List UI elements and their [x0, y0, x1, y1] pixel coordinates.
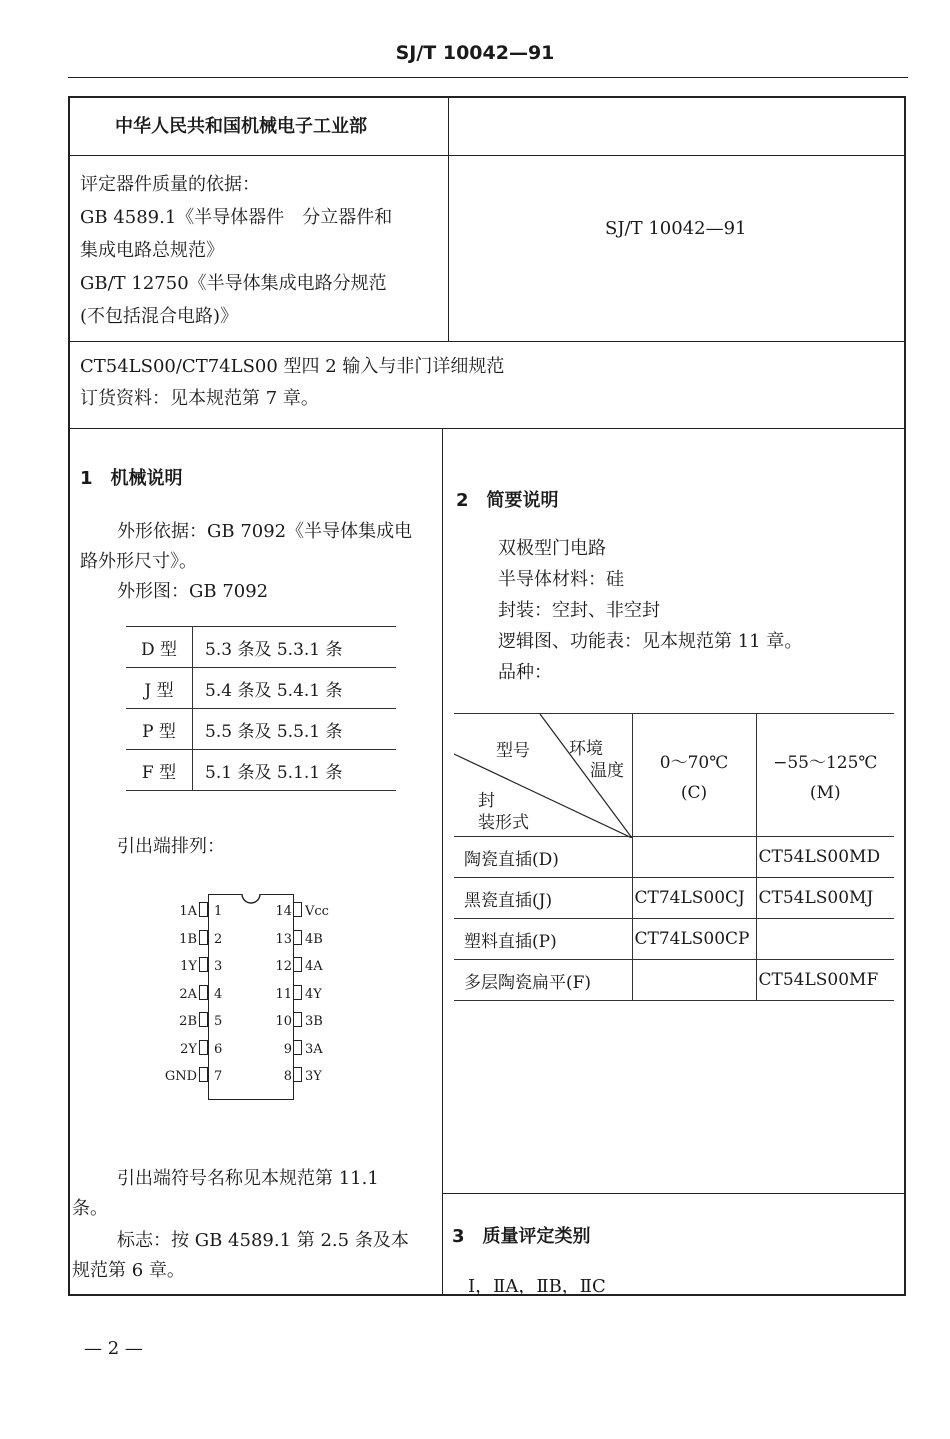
table-row: [126, 668, 396, 709]
pin-lead: [293, 957, 302, 972]
c-cell: CT74LS00CP: [632, 919, 756, 960]
section3-divider: [442, 1193, 906, 1194]
basis-line: 集成电路总规范》: [80, 240, 224, 261]
standard-number-header: SJ/T 10042—91: [395, 42, 555, 64]
col-c-range: 0～70℃: [659, 753, 729, 773]
description-line: 逻辑图、功能表：见本规范第 11 章。: [498, 631, 803, 652]
col-m-code: (M): [809, 783, 841, 803]
marking-line2: 规范第 6 章。: [72, 1260, 185, 1281]
col-m-range: −55～125℃: [773, 753, 878, 773]
pin-lead: [293, 985, 302, 1000]
section2-heading: 2 简要说明: [456, 490, 559, 511]
pin-name-left: 2A: [179, 986, 197, 1002]
variant-table: [454, 713, 894, 1001]
pin-number-left: 1: [214, 904, 223, 919]
basis-line: GB/T 12750《半导体集成电路分规范: [80, 273, 387, 294]
pin-number-right: 10: [275, 1014, 292, 1029]
corner-pkg-label2: 装形式: [478, 813, 529, 833]
corner-cell: [454, 714, 632, 837]
marking-line1: 标志：按 GB 4589.1 第 2.5 条及本: [117, 1230, 409, 1251]
section3-heading: 3 质量评定类别: [452, 1226, 591, 1247]
pin-number-left: 3: [214, 959, 223, 974]
pin-name-right: 4B: [305, 931, 323, 947]
pin-lead: [293, 930, 302, 945]
pin-number-left: 4: [214, 986, 223, 1002]
pin-number-right: 12: [275, 959, 292, 974]
col-c-code: (C): [680, 783, 708, 803]
pin-lead: [293, 902, 302, 917]
package-type: F 型: [126, 750, 193, 791]
pin-lead: [199, 1012, 208, 1027]
c-cell: [632, 960, 756, 1001]
table-row: [126, 627, 396, 668]
pinout-diagram: [140, 890, 360, 1110]
table-row: [126, 750, 396, 791]
pin-names-line2: 条。: [72, 1198, 108, 1219]
row-divider-2: [68, 341, 906, 342]
pin-number-left: 2: [214, 931, 223, 947]
description-line: 半导体材料：硅: [498, 569, 624, 590]
header-rule: [68, 77, 908, 78]
corner-pkg-label: 封: [478, 791, 495, 811]
table-header-row: [454, 714, 894, 837]
m-cell: CT54LS00MD: [756, 837, 894, 878]
c-cell: [632, 837, 756, 878]
pin-number-left: 5: [214, 1014, 223, 1029]
package-ref: 5.5 条及 5.5.1 条: [193, 709, 397, 750]
pin-lead: [199, 1067, 208, 1082]
pin-name-left: GND: [164, 1069, 197, 1084]
pin-number-left: 7: [214, 1069, 223, 1084]
package-type: P 型: [126, 709, 193, 750]
corner-env-label: 环境: [569, 739, 603, 759]
outline-basis-line1: 外形依据：GB 7092《半导体集成电: [117, 521, 413, 542]
pin-name-left: 1A: [179, 904, 197, 919]
pin-names-line1: 引出端符号名称见本规范第 11.1: [117, 1168, 379, 1189]
pin-lead: [199, 985, 208, 1000]
section1-heading: 1 机械说明: [80, 468, 183, 489]
description-line: 封装：空封、非空封: [498, 600, 660, 621]
pin-name-left: 1B: [179, 931, 197, 947]
row-divider-3: [68, 428, 906, 429]
package-type: D 型: [126, 627, 193, 668]
body-divider-vertical: [442, 428, 443, 1296]
pin-lead: [293, 1067, 302, 1082]
pin-number-right: 9: [283, 1041, 292, 1057]
basis-line: 评定器件质量的依据：: [80, 174, 260, 195]
description-line: 品种：: [498, 662, 552, 683]
table-row: [454, 960, 894, 1001]
pin-name-right: Vcc: [305, 904, 329, 919]
pin-name-left: 1Y: [180, 959, 197, 974]
table-row: [126, 709, 396, 750]
pin-lead: [199, 1040, 208, 1055]
pin-number-right: 8: [283, 1069, 292, 1084]
pin-number-left: 6: [214, 1041, 223, 1057]
pin-lead: [199, 930, 208, 945]
col-m-header: [756, 714, 894, 837]
ordering-info: 订货资料：见本规范第 7 章。: [80, 388, 319, 409]
pin-name-right: 3A: [305, 1041, 323, 1057]
pin-name-right: 3B: [305, 1014, 323, 1029]
corner-type-label: 型号: [496, 741, 530, 761]
quality-basis: [80, 168, 392, 333]
description-line: 双极型门电路: [498, 538, 606, 559]
ministry-name: 中华人民共和国机械电子工业部: [115, 116, 367, 137]
table-row: [454, 837, 894, 878]
document-number: SJ/T 10042—91: [605, 218, 747, 239]
m-cell: CT54LS00MF: [756, 960, 894, 1001]
package-ref: 5.3 条及 5.3.1 条: [193, 627, 397, 668]
pin-name-right: 4A: [305, 959, 323, 974]
pin-lead: [199, 902, 208, 917]
package-ref: 5.4 条及 5.4.1 条: [193, 668, 397, 709]
table-row: [454, 878, 894, 919]
pin-name-left: 2B: [179, 1014, 197, 1029]
pin-lead: [293, 1012, 302, 1027]
pin-name-right: 4Y: [305, 986, 322, 1002]
basis-line: GB 4589.1《半导体器件 分立器件和: [80, 207, 393, 228]
pinout-label: 引出端排列：: [117, 836, 225, 857]
package-table: [126, 626, 396, 791]
pin-number-right: 13: [275, 931, 292, 947]
page-number: — 2 —: [84, 1338, 143, 1359]
package-ref: 5.1 条及 5.1.1 条: [193, 750, 397, 791]
pin-name-left: 2Y: [180, 1041, 197, 1057]
spec-title: CT54LS00/CT74LS00 型四 2 输入与非门详细规范: [80, 356, 505, 377]
row-divider-1: [68, 155, 906, 156]
quality-categories: Ⅰ，ⅡA，ⅡB，ⅡC: [468, 1276, 606, 1297]
pin-number-right: 14: [275, 904, 292, 919]
outline-basis-line2: 路外形尺寸》。: [80, 551, 197, 572]
pkg-cell: 多层陶瓷扁平(F): [454, 960, 632, 1001]
pkg-cell: 陶瓷直插(D): [454, 837, 632, 878]
pin-lead: [199, 957, 208, 972]
c-cell: CT74LS00CJ: [632, 878, 756, 919]
brief-description: [498, 533, 802, 688]
basis-line: (不包括混合电路)》: [80, 306, 239, 327]
pkg-cell: 黑瓷直插(J): [454, 878, 632, 919]
m-cell: [756, 919, 894, 960]
pin-lead: [293, 1040, 302, 1055]
package-type: J 型: [126, 668, 193, 709]
outline-drawing: 外形图：GB 7092: [117, 581, 269, 602]
pin-number-right: 11: [275, 986, 292, 1002]
corner-temp-label: 温度: [590, 761, 624, 781]
col-c-header: [632, 714, 756, 837]
table-row: [454, 919, 894, 960]
m-cell: CT54LS00MJ: [756, 878, 894, 919]
pin-name-right: 3Y: [305, 1069, 322, 1084]
top-divider-vertical: [448, 96, 449, 341]
pkg-cell: 塑料直插(P): [454, 919, 632, 960]
